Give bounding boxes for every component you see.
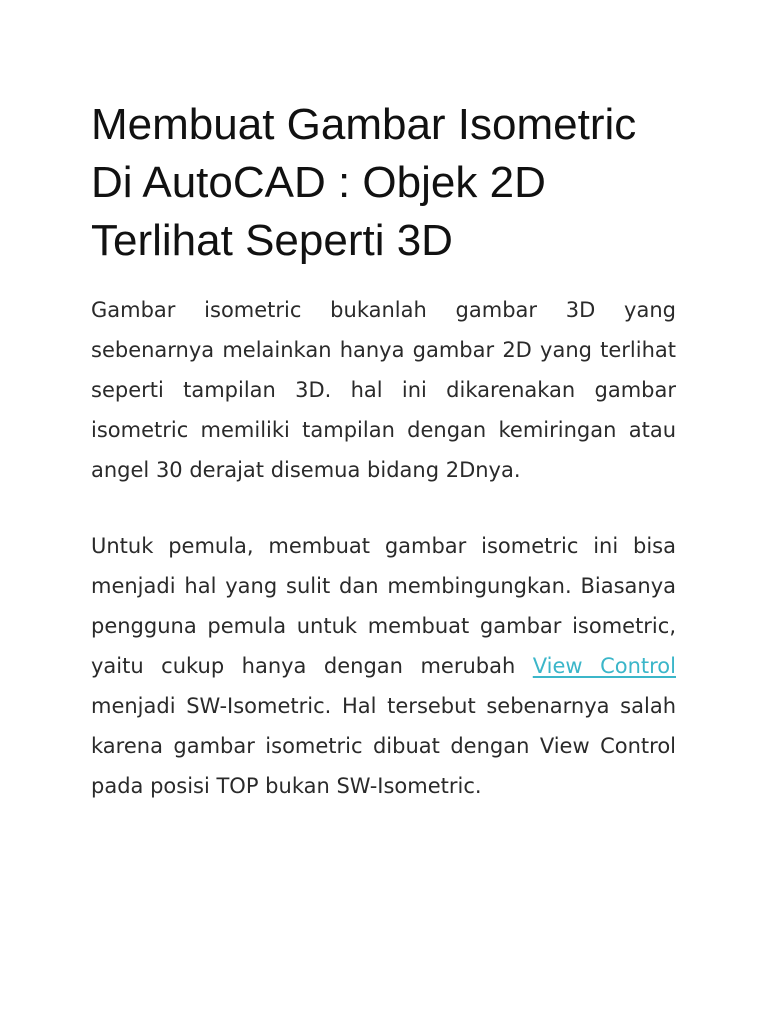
paragraph-2-text-after-link: menjadi SW-Isometric. Hal tersebut sebenarnya salah karena gambar isometric dibuat dengan View Control pada posisi TOP bukan SW-Isometric. [91, 694, 676, 798]
paragraph-2-text-before-link: Untuk pemula, membuat gambar isometric ini bisa menjadi hal yang sulit dan membingungkan. Biasanya pengguna pemula untuk membuat gambar isometric, yaitu cukup hanya dengan merubah [91, 534, 676, 678]
article-title: Membuat Gambar Isometric Di AutoCAD : Objek 2D Terlihat Seperti 3D [91, 100, 637, 265]
view-control-link[interactable]: View Control [532, 654, 676, 678]
article-paragraph-1: Gambar isometric bukanlah gambar 3D yang sebenarnya melainkan hanya gambar 2D yang terlihat seperti tampilan 3D. hal ini dikarenakan gambar isometric memiliki tampilan dengan kemiringan atau angel 30 derajat disemua bidang 2Dnya. [91, 298, 676, 482]
article [91, 96, 676, 806]
article-paragraph-2 [91, 526, 676, 806]
